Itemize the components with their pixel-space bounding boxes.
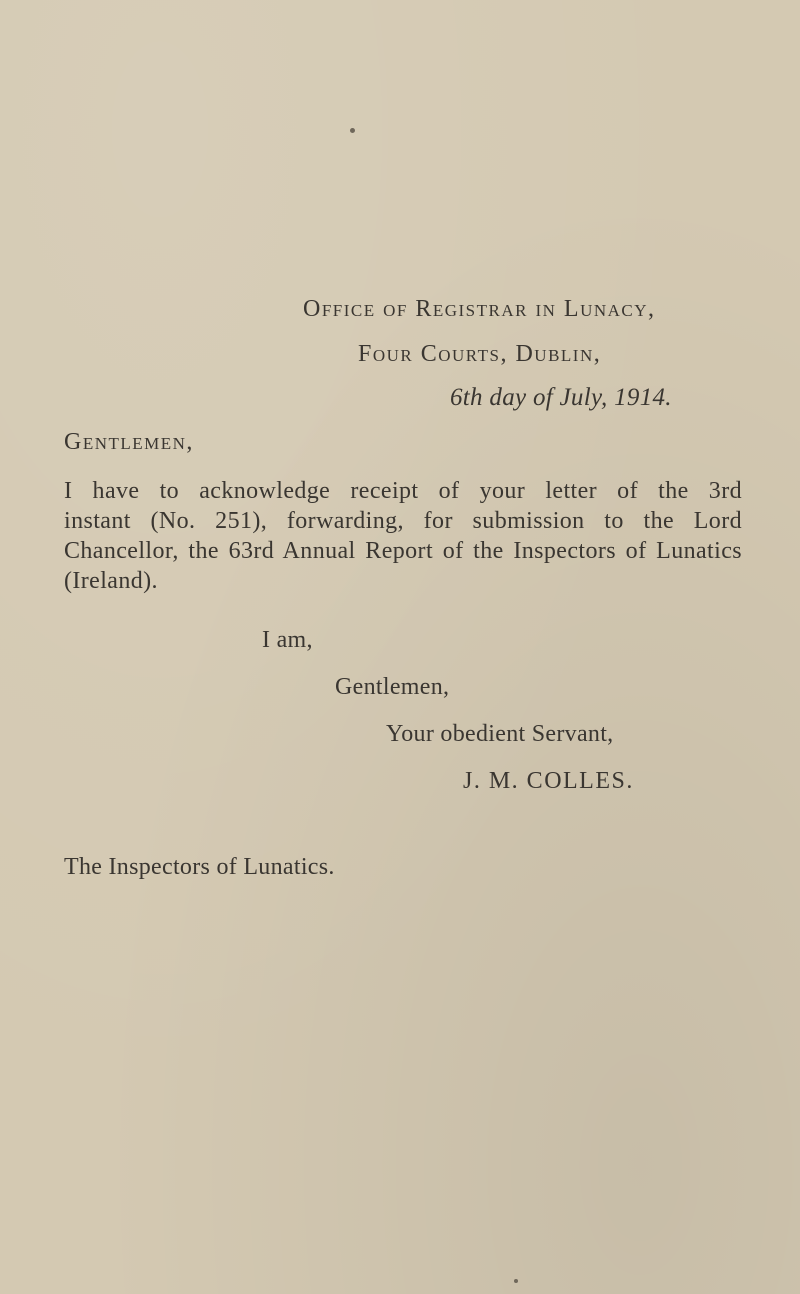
closing-servant: Your obedient Servant,	[386, 721, 614, 747]
date-text: 6th day of July, 1914.	[450, 384, 672, 411]
salutation: Gentlemen,	[64, 429, 194, 455]
paper-spot	[350, 128, 355, 133]
addressee: The Inspectors of Lunatics.	[64, 854, 335, 880]
body-line: Chancellor, the 63rd Annual Report of the Inspectors of Lunatics	[64, 538, 742, 564]
body-line: I have to acknowledge receipt of your letter of the 3rd	[64, 478, 742, 504]
body-line: instant (No. 251), forwarding, for submission to the Lord	[64, 508, 742, 534]
date-line	[450, 383, 672, 413]
body-line: (Ireland).	[64, 568, 158, 594]
closing-i-am: I am,	[262, 627, 313, 653]
signature: J. M. COLLES.	[463, 768, 634, 794]
address-line: Four Courts, Dublin,	[358, 341, 602, 367]
office-heading: Office of Registrar in Lunacy,	[303, 296, 656, 322]
paper-spot	[514, 1279, 518, 1283]
letter-body	[64, 476, 742, 596]
closing-gentlemen: Gentlemen,	[335, 674, 450, 700]
